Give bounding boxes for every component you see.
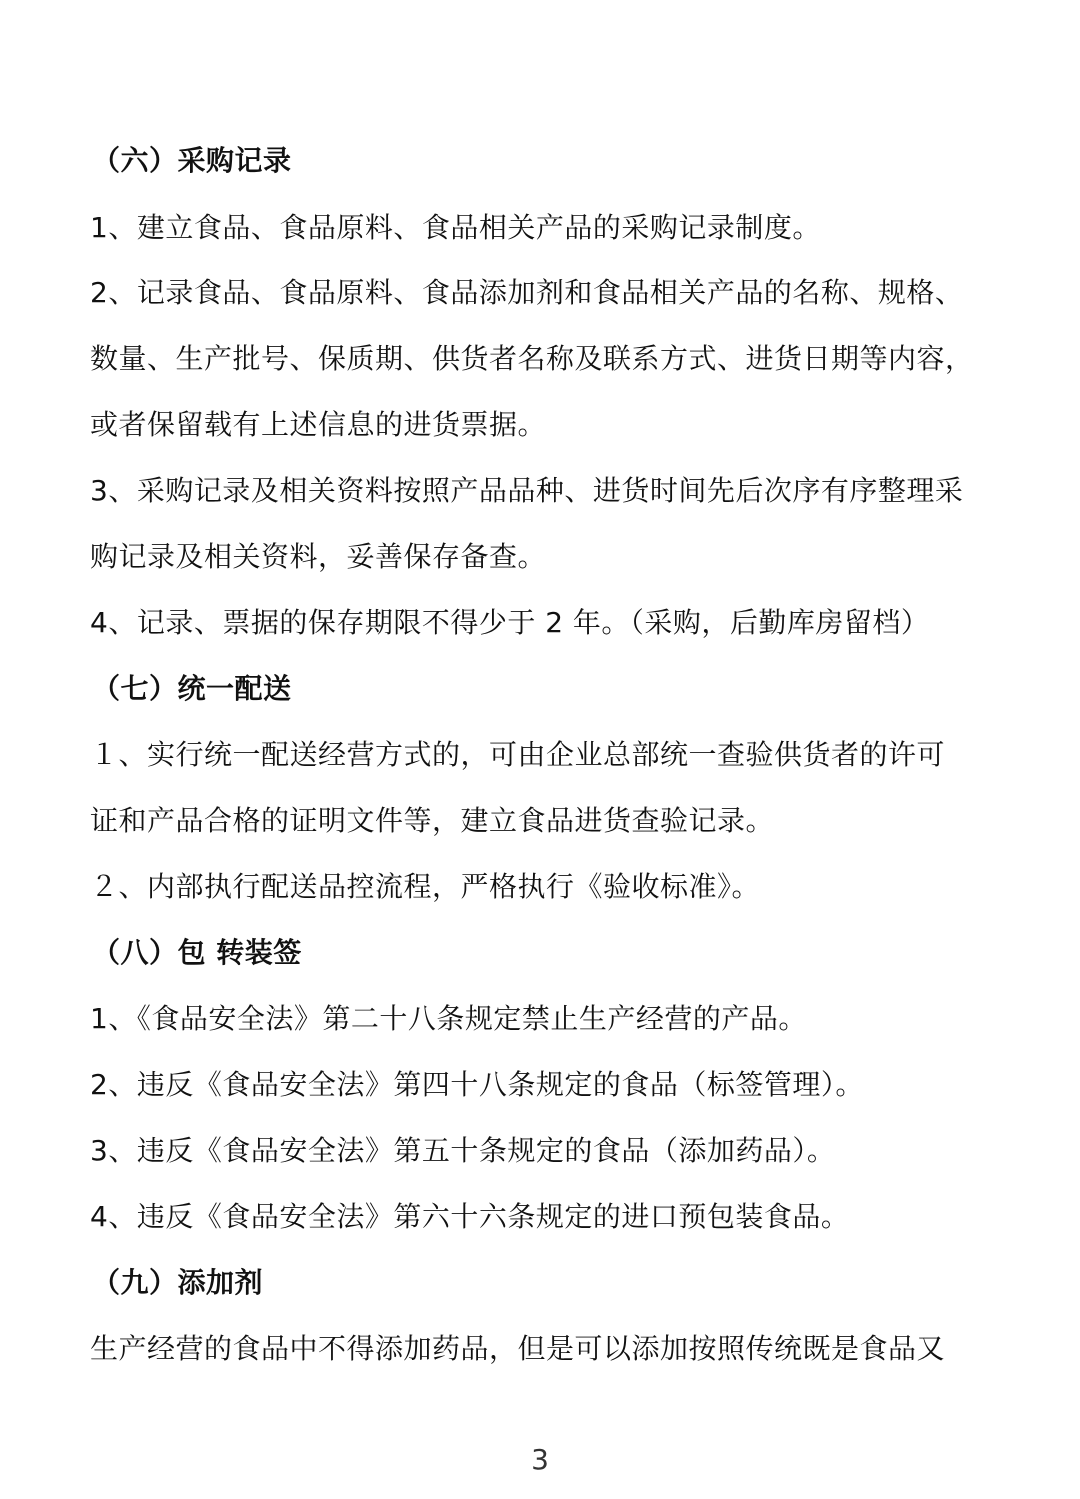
paragraph-line: ２、内部执行配送品控流程，严格执行《验收标准》。 [90, 870, 761, 903]
paragraph-line: １、实行统一配送经营方式的，可由企业总部统一查验供货者的许可 [90, 738, 946, 771]
section-heading-packaging-labels: （八）包 转装签 [92, 936, 302, 969]
paragraph-line: 3、采购记录及相关资料按照产品品种、进货时间先后次序有序整理采 [90, 474, 964, 507]
paragraph-line: 生产经营的食品中不得添加药品，但是可以添加按照传统既是食品又 [90, 1332, 946, 1365]
section-heading-procurement-records: （六）采购记录 [92, 144, 292, 177]
paragraph-line: 2、违反《食品安全法》第四十八条规定的食品（标签管理）。 [90, 1068, 864, 1101]
section-heading-additives: （九）添加剂 [92, 1266, 264, 1299]
paragraph-line: 数量、生产批号、保质期、供货者名称及联系方式、进货日期等内容， [90, 342, 974, 375]
paragraph-line: 2、记录食品、食品原料、食品添加剂和食品相关产品的名称、规格、 [90, 276, 964, 309]
paragraph-line: 证和产品合格的证明文件等，建立食品进货查验记录。 [90, 804, 775, 837]
paragraph-line: 4、记录、票据的保存期限不得少于 2 年。（采购，后勤库房留档） [90, 606, 930, 639]
paragraph-line: 或者保留载有上述信息的进货票据。 [90, 408, 547, 441]
paragraph-line: 4、违反《食品安全法》第六十六条规定的进口预包装食品。 [90, 1200, 850, 1233]
paragraph-line: 购记录及相关资料，妥善保存备查。 [90, 540, 547, 573]
paragraph-line: 1、建立食品、食品原料、食品相关产品的采购记录制度。 [90, 211, 821, 244]
page-number: 3 [531, 1443, 549, 1476]
section-heading-unified-delivery: （七）统一配送 [92, 672, 292, 705]
paragraph-line: 1、《食品安全法》第二十八条规定禁止生产经营的产品。 [90, 1002, 807, 1035]
paragraph-line: 3、违反《食品安全法》第五十条规定的食品（添加药品）。 [90, 1134, 836, 1167]
